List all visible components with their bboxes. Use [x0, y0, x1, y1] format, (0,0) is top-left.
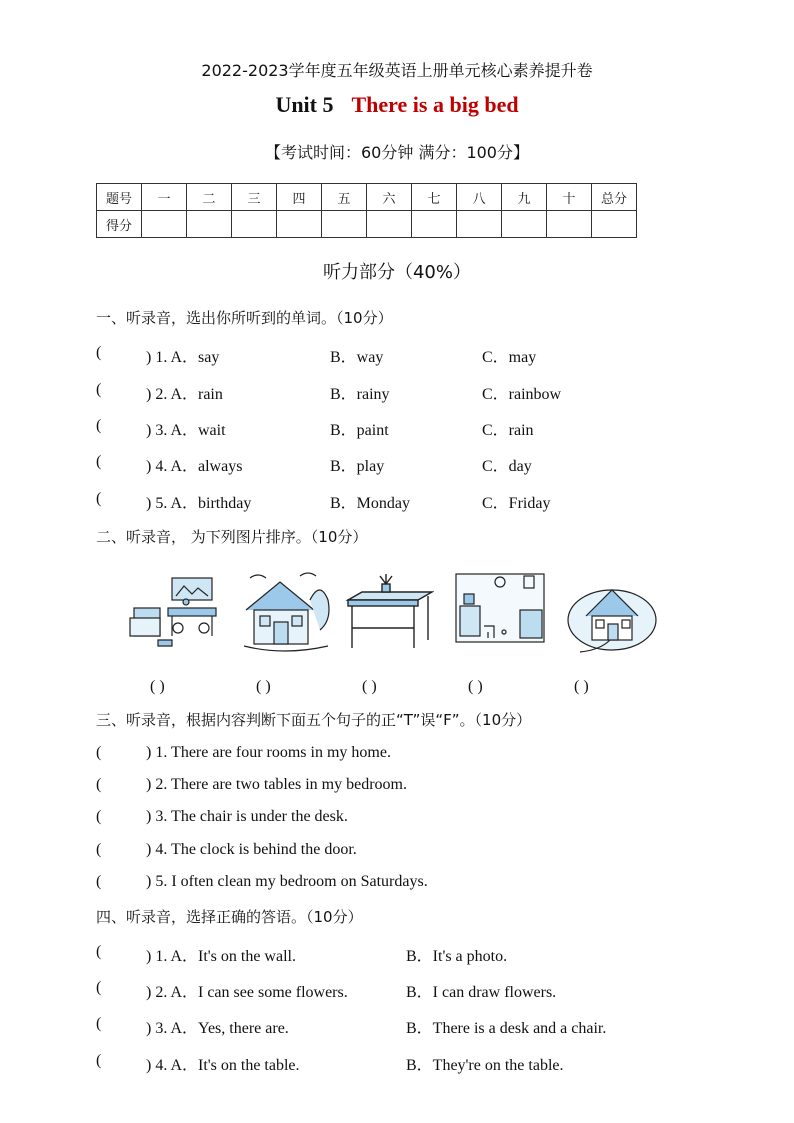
score-cell: 二: [187, 184, 232, 211]
score-cell: 总分: [592, 184, 637, 211]
section1-heading: 一、听录音，选出你所听到的单词。（10分）: [96, 309, 393, 327]
score-cell: 十: [547, 184, 592, 211]
score-table: [96, 183, 637, 238]
score-cell: 七: [412, 184, 457, 211]
answer-paren[interactable]: (: [96, 943, 102, 960]
q5-option-b: B．Monday: [330, 495, 411, 512]
score-cell: 八: [457, 184, 502, 211]
picture-order-blank[interactable]: ( ): [150, 678, 165, 695]
score-cell: 四: [277, 184, 322, 211]
unit-number: Unit 5: [275, 92, 334, 117]
score-input-cell[interactable]: [502, 211, 547, 238]
q3-option-a: ) 3. A．wait: [146, 422, 226, 439]
q2-option-c: C．rainbow: [482, 386, 562, 403]
tf-statement: ) 2. There are two tables in my bedroom.: [146, 776, 407, 793]
tf-statement: ) 4. The clock is behind the door.: [146, 841, 357, 858]
score-input-cell[interactable]: [592, 211, 637, 238]
answer-paren[interactable]: (: [96, 417, 102, 434]
picture-order-blank[interactable]: ( ): [256, 678, 271, 695]
table-icon: [342, 570, 434, 658]
listening-section-title: 听力部分（40%）: [322, 262, 471, 283]
house-icon: [240, 570, 332, 658]
answer-paren[interactable]: (: [96, 490, 102, 507]
response-option-a: ) 3. A．Yes, there are.: [146, 1020, 289, 1037]
bedroom-icon: [128, 570, 220, 658]
answer-paren[interactable]: (: [96, 744, 102, 761]
score-cell: 五: [322, 184, 367, 211]
section4-heading: 四、听录音，选择正确的答语。（10分）: [96, 908, 363, 926]
score-cell: 题号: [97, 184, 142, 211]
q4-option-a: ) 4. A．always: [146, 458, 243, 475]
response-option-b: B．It's a photo.: [406, 948, 508, 965]
response-option-b: B．They're on the table.: [406, 1057, 564, 1074]
q1-option-a: ) 1. A．say: [146, 349, 220, 366]
answer-paren[interactable]: (: [96, 1015, 102, 1032]
q1-option-c: C．may: [482, 349, 537, 366]
room-icon: [454, 570, 546, 658]
answer-paren[interactable]: (: [96, 808, 102, 825]
picture-order-blank[interactable]: ( ): [362, 678, 377, 695]
q2-option-b: B．rainy: [330, 386, 390, 403]
q5-option-c: C．Friday: [482, 495, 551, 512]
exam-info: 【考试时间：60分钟 满分：100分】: [265, 143, 529, 162]
score-table-score-row: [97, 211, 637, 238]
cottage-icon: [566, 570, 658, 658]
response-option-a: ) 1. A．It's on the wall.: [146, 948, 296, 965]
score-input-cell[interactable]: [277, 211, 322, 238]
exam-series-title: 2022-2023学年度五年级英语上册单元核心素养提升卷: [201, 61, 593, 80]
response-option-b: B．I can draw flowers.: [406, 984, 557, 1001]
q4-option-c: C．day: [482, 458, 532, 475]
score-input-cell[interactable]: [187, 211, 232, 238]
score-input-cell[interactable]: [547, 211, 592, 238]
response-option-b: B．There is a desk and a chair.: [406, 1020, 607, 1037]
score-row-label: 得分: [97, 211, 142, 238]
tf-statement: ) 1. There are four rooms in my home.: [146, 744, 391, 761]
answer-paren[interactable]: (: [96, 979, 102, 996]
score-cell: 九: [502, 184, 547, 211]
section2-heading: 二、听录音， 为下列图片排序。（10分）: [96, 528, 368, 546]
answer-paren[interactable]: (: [96, 776, 102, 793]
score-cell: 三: [232, 184, 277, 211]
q4-option-b: B．play: [330, 458, 385, 475]
tf-statement: ) 3. The chair is under the desk.: [146, 808, 348, 825]
answer-paren[interactable]: (: [96, 873, 102, 890]
picture-order-blank[interactable]: ( ): [468, 678, 483, 695]
answer-paren[interactable]: (: [96, 1052, 102, 1069]
score-input-cell[interactable]: [412, 211, 457, 238]
score-table-header-row: [97, 184, 637, 211]
picture-order-blank[interactable]: ( ): [574, 678, 589, 695]
q3-option-c: C．rain: [482, 422, 534, 439]
unit-title: [0, 92, 794, 118]
response-option-a: ) 4. A．It's on the table.: [146, 1057, 300, 1074]
score-input-cell[interactable]: [142, 211, 187, 238]
score-input-cell[interactable]: [457, 211, 502, 238]
score-input-cell[interactable]: [232, 211, 277, 238]
picture-strip: [128, 570, 668, 660]
q3-option-b: B．paint: [330, 422, 389, 439]
answer-paren[interactable]: (: [96, 841, 102, 858]
answer-paren[interactable]: (: [96, 453, 102, 470]
q2-option-a: ) 2. A．rain: [146, 386, 223, 403]
section3-heading: 三、听录音，根据内容判断下面五个句子的正“T”误“F”。（10分）: [96, 711, 532, 729]
score-input-cell[interactable]: [367, 211, 412, 238]
answer-paren[interactable]: (: [96, 344, 102, 361]
q5-option-a: ) 5. A．birthday: [146, 495, 252, 512]
score-input-cell[interactable]: [322, 211, 367, 238]
score-cell: 六: [367, 184, 412, 211]
response-option-a: ) 2. A．I can see some flowers.: [146, 984, 348, 1001]
unit-subtitle: There is a big bed: [351, 92, 519, 117]
score-cell: 一: [142, 184, 187, 211]
tf-statement: ) 5. I often clean my bedroom on Saturdays.: [146, 873, 428, 890]
q1-option-b: B．way: [330, 349, 384, 366]
answer-paren[interactable]: (: [96, 381, 102, 398]
